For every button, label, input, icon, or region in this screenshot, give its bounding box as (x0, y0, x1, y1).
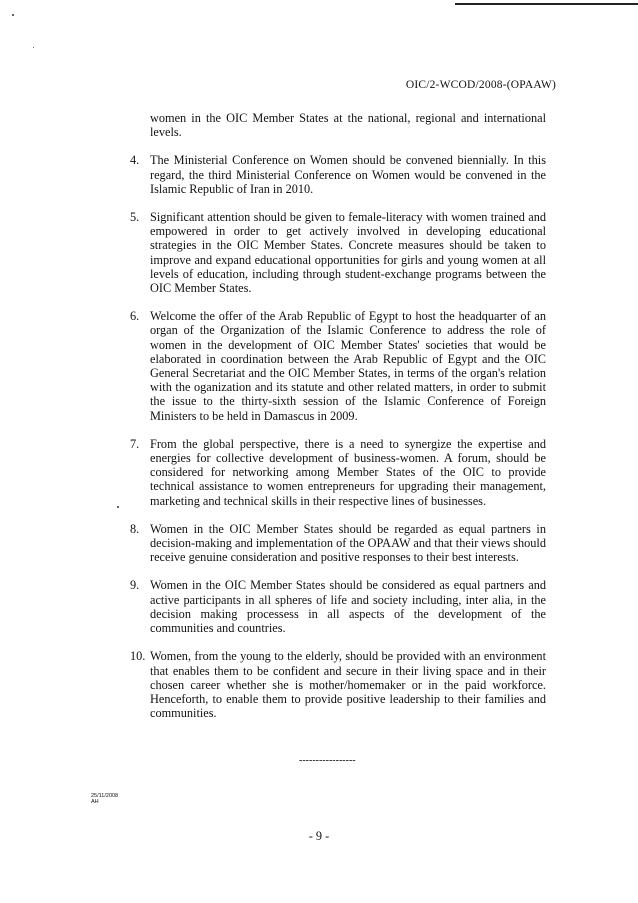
item-number: 4. (130, 153, 140, 168)
item-number: 6. (130, 309, 140, 324)
top-border-line (455, 3, 638, 5)
item-text: Women in the OIC Member States should be considered as equal partners and active participants in all spheres of life and society including, inter alia, in the decision making processess in all aspects of the development of the communities and countries. (150, 578, 546, 636)
end-separator: ----------------- (299, 755, 356, 766)
footer-date: 25/11/2008 (91, 793, 119, 799)
list-item (130, 309, 546, 423)
scan-speck (33, 47, 34, 48)
document-body (130, 111, 546, 734)
list-item (130, 522, 546, 565)
item-number: 10. (130, 649, 146, 664)
item-number: 9. (130, 578, 140, 593)
list-item (130, 578, 546, 635)
item-text: Women in the OIC Member States should be regarded as equal partners in decision-making and implementation of the OPAAW and that their views should receive genuine consideration and positive responses to their best interests. (150, 521, 546, 565)
item-number: 5. (130, 210, 140, 225)
document-reference: OIC/2-WCOD/2008-(OPAAW) (405, 79, 556, 91)
list-item (130, 437, 546, 508)
item-number: 7. (130, 436, 140, 451)
footer-meta (91, 793, 118, 805)
item-text: Welcome the offer of the Arab Republic of Egypt to host the headquarter of an organ of the Organization of the Islamic Conference to address the role of women in the development of OIC Member States' societies that would be elaborated in coordination between the Arab Republic of Egypt and the OIC General Secretariat and the OIC Member States, in terms of the organ's relation with the oganization and its statute and other related matters, in order to submit the issue to the thirty-sixth session of the Islamic Conference of Foreign Ministers to be held in Damascus in 2009. (150, 309, 546, 423)
scan-speck (117, 506, 119, 508)
item-number: 8. (130, 521, 140, 536)
item-text: Women, from the young to the elderly, should be provided with an environment that enables them to be confident and secure in their living space and in their chosen career whether she is mother/homemaker or in the paid workforce. Henceforth, to enable them to provide positive leadership to their families and communities. (150, 649, 546, 721)
page-number: - 9 - (308, 829, 330, 843)
list-item (130, 210, 546, 295)
item-text: From the global perspective, there is a need to synergize the expertise and energies for collective development of business-women. A forum, should be considered for networking among Member States of the OIC to provide technical assistance to women entrepreneurs for upgrading their management, marketing and technical skills in their respective lines of businesses. (150, 436, 546, 508)
item-text: Significant attention should be given to female-literacy with women trained and empowered in order to get actively involved in developing educational strategies in the OIC Member States. Concrete measures should be taken to improve and expand educational opportunities for girls and young women at all levels of education, including through student-exchange programs between the OIC Member States. (150, 210, 546, 296)
scan-speck (12, 14, 14, 16)
list-item (130, 153, 546, 196)
continued-paragraph: women in the OIC Member States at the national, regional and international levels. (150, 111, 546, 140)
item-text: The Ministerial Conference on Women should be convened biennially. In this regard, the third Ministerial Conference on Women would be convened in the Islamic Republic of Iran in 2010. (150, 153, 546, 196)
footer-initials: AH (91, 799, 99, 805)
list-item (130, 649, 546, 720)
